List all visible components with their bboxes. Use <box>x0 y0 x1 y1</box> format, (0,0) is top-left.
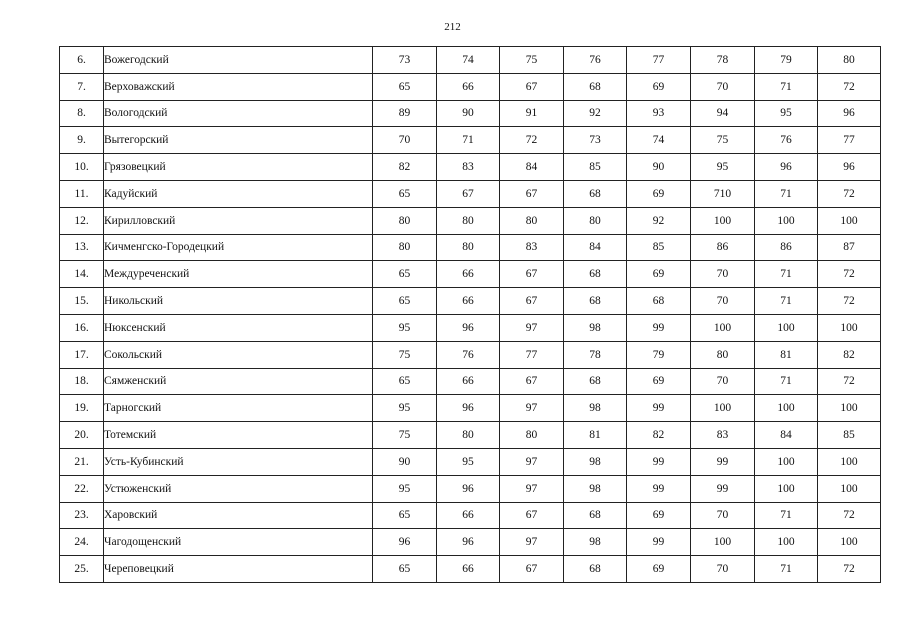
value-cell: 70 <box>691 502 755 529</box>
value-cell: 74 <box>627 127 691 154</box>
value-cell: 91 <box>500 100 564 127</box>
value-cell: 84 <box>755 422 818 449</box>
value-cell: 95 <box>437 448 500 475</box>
value-cell: 72 <box>818 180 881 207</box>
district-name-cell: Чагодощенский <box>104 529 373 556</box>
value-cell: 77 <box>627 47 691 74</box>
value-cell: 75 <box>373 341 437 368</box>
table-row <box>60 368 881 395</box>
table-row <box>60 556 881 583</box>
value-cell: 85 <box>818 422 881 449</box>
district-name-cell: Сямженский <box>104 368 373 395</box>
value-cell: 66 <box>437 368 500 395</box>
value-cell: 96 <box>437 395 500 422</box>
row-number-cell: 14. <box>60 261 104 288</box>
value-cell: 68 <box>564 180 627 207</box>
value-cell: 72 <box>500 127 564 154</box>
district-name-cell: Кичменгско-Городецкий <box>104 234 373 261</box>
value-cell: 90 <box>437 100 500 127</box>
value-cell: 85 <box>564 154 627 181</box>
row-number-cell: 22. <box>60 475 104 502</box>
value-cell: 71 <box>437 127 500 154</box>
value-cell: 93 <box>627 100 691 127</box>
value-cell: 100 <box>691 207 755 234</box>
value-cell: 71 <box>755 73 818 100</box>
value-cell: 80 <box>500 207 564 234</box>
value-cell: 84 <box>500 154 564 181</box>
value-cell: 67 <box>500 368 564 395</box>
district-name-cell: Кирилловский <box>104 207 373 234</box>
district-name-cell: Междуреченский <box>104 261 373 288</box>
value-cell: 78 <box>691 47 755 74</box>
value-cell: 95 <box>691 154 755 181</box>
table-row <box>60 127 881 154</box>
value-cell: 97 <box>500 448 564 475</box>
value-cell: 86 <box>691 234 755 261</box>
value-cell: 65 <box>373 261 437 288</box>
value-cell: 80 <box>437 207 500 234</box>
value-cell: 67 <box>500 261 564 288</box>
value-cell: 68 <box>564 368 627 395</box>
value-cell: 100 <box>818 448 881 475</box>
value-cell: 82 <box>627 422 691 449</box>
value-cell: 76 <box>755 127 818 154</box>
value-cell: 66 <box>437 502 500 529</box>
value-cell: 100 <box>755 475 818 502</box>
value-cell: 77 <box>500 341 564 368</box>
value-cell: 84 <box>564 234 627 261</box>
value-cell: 70 <box>691 368 755 395</box>
table-row <box>60 180 881 207</box>
table-row <box>60 234 881 261</box>
value-cell: 86 <box>755 234 818 261</box>
value-cell: 95 <box>373 475 437 502</box>
value-cell: 96 <box>437 314 500 341</box>
value-cell: 100 <box>691 529 755 556</box>
value-cell: 80 <box>373 207 437 234</box>
value-cell: 65 <box>373 368 437 395</box>
value-cell: 75 <box>691 127 755 154</box>
value-cell: 65 <box>373 502 437 529</box>
value-cell: 89 <box>373 100 437 127</box>
value-cell: 65 <box>373 288 437 315</box>
row-number-cell: 16. <box>60 314 104 341</box>
value-cell: 98 <box>564 314 627 341</box>
value-cell: 71 <box>755 502 818 529</box>
district-name-cell: Устюженский <box>104 475 373 502</box>
row-number-cell: 7. <box>60 73 104 100</box>
value-cell: 100 <box>755 395 818 422</box>
value-cell: 67 <box>500 288 564 315</box>
value-cell: 98 <box>564 529 627 556</box>
value-cell: 98 <box>564 475 627 502</box>
district-name-cell: Вологодский <box>104 100 373 127</box>
row-number-cell: 11. <box>60 180 104 207</box>
value-cell: 72 <box>818 368 881 395</box>
row-number-cell: 6. <box>60 47 104 74</box>
value-cell: 80 <box>818 47 881 74</box>
value-cell: 80 <box>564 207 627 234</box>
row-number-cell: 17. <box>60 341 104 368</box>
row-number-cell: 18. <box>60 368 104 395</box>
value-cell: 95 <box>755 100 818 127</box>
value-cell: 65 <box>373 556 437 583</box>
value-cell: 83 <box>437 154 500 181</box>
value-cell: 97 <box>500 314 564 341</box>
value-cell: 90 <box>627 154 691 181</box>
value-cell: 71 <box>755 180 818 207</box>
value-cell: 72 <box>818 261 881 288</box>
value-cell: 98 <box>564 448 627 475</box>
value-cell: 100 <box>691 395 755 422</box>
value-cell: 100 <box>818 314 881 341</box>
district-name-cell: Кадуйский <box>104 180 373 207</box>
value-cell: 100 <box>818 395 881 422</box>
row-number-cell: 9. <box>60 127 104 154</box>
value-cell: 97 <box>500 395 564 422</box>
value-cell: 74 <box>437 47 500 74</box>
value-cell: 99 <box>627 529 691 556</box>
table-row <box>60 422 881 449</box>
district-name-cell: Харовский <box>104 502 373 529</box>
value-cell: 99 <box>627 475 691 502</box>
value-cell: 69 <box>627 180 691 207</box>
district-values-table <box>59 46 881 583</box>
value-cell: 94 <box>691 100 755 127</box>
value-cell: 99 <box>627 395 691 422</box>
value-cell: 80 <box>437 234 500 261</box>
value-cell: 97 <box>500 529 564 556</box>
value-cell: 68 <box>564 502 627 529</box>
row-number-cell: 20. <box>60 422 104 449</box>
value-cell: 67 <box>500 73 564 100</box>
row-number-cell: 24. <box>60 529 104 556</box>
value-cell: 710 <box>691 180 755 207</box>
table-row <box>60 288 881 315</box>
value-cell: 81 <box>755 341 818 368</box>
value-cell: 72 <box>818 288 881 315</box>
table-row <box>60 73 881 100</box>
value-cell: 69 <box>627 502 691 529</box>
district-name-cell: Нюксенский <box>104 314 373 341</box>
district-name-cell: Тарногский <box>104 395 373 422</box>
page-number: 212 <box>444 21 461 33</box>
value-cell: 96 <box>437 475 500 502</box>
table-row <box>60 314 881 341</box>
value-cell: 73 <box>373 47 437 74</box>
value-cell: 77 <box>818 127 881 154</box>
row-number-cell: 19. <box>60 395 104 422</box>
value-cell: 83 <box>691 422 755 449</box>
value-cell: 79 <box>755 47 818 74</box>
value-cell: 76 <box>564 47 627 74</box>
district-name-cell: Вытегорский <box>104 127 373 154</box>
value-cell: 68 <box>564 261 627 288</box>
value-cell: 96 <box>818 154 881 181</box>
value-cell: 90 <box>373 448 437 475</box>
value-cell: 75 <box>373 422 437 449</box>
value-cell: 100 <box>755 448 818 475</box>
table-row <box>60 47 881 74</box>
value-cell: 96 <box>373 529 437 556</box>
value-cell: 96 <box>755 154 818 181</box>
value-cell: 72 <box>818 502 881 529</box>
value-cell: 71 <box>755 288 818 315</box>
value-cell: 76 <box>437 341 500 368</box>
district-name-cell: Сокольский <box>104 341 373 368</box>
district-name-cell: Никольский <box>104 288 373 315</box>
table-row <box>60 475 881 502</box>
value-cell: 100 <box>818 475 881 502</box>
value-cell: 100 <box>755 314 818 341</box>
value-cell: 83 <box>500 234 564 261</box>
district-name-cell: Усть-Кубинский <box>104 448 373 475</box>
value-cell: 66 <box>437 261 500 288</box>
value-cell: 100 <box>818 529 881 556</box>
value-cell: 98 <box>564 395 627 422</box>
value-cell: 66 <box>437 288 500 315</box>
value-cell: 99 <box>691 475 755 502</box>
value-cell: 78 <box>564 341 627 368</box>
value-cell: 68 <box>564 288 627 315</box>
table-row <box>60 529 881 556</box>
table-row <box>60 207 881 234</box>
value-cell: 65 <box>373 180 437 207</box>
table-row <box>60 395 881 422</box>
table-row <box>60 448 881 475</box>
value-cell: 70 <box>373 127 437 154</box>
value-cell: 100 <box>691 314 755 341</box>
row-number-cell: 25. <box>60 556 104 583</box>
table-body <box>60 47 881 583</box>
value-cell: 69 <box>627 368 691 395</box>
value-cell: 71 <box>755 368 818 395</box>
value-cell: 95 <box>373 314 437 341</box>
district-name-cell: Грязовецкий <box>104 154 373 181</box>
value-cell: 80 <box>373 234 437 261</box>
value-cell: 73 <box>564 127 627 154</box>
table-row <box>60 341 881 368</box>
district-name-cell: Верховажский <box>104 73 373 100</box>
value-cell: 96 <box>437 529 500 556</box>
row-number-cell: 23. <box>60 502 104 529</box>
value-cell: 92 <box>627 207 691 234</box>
value-cell: 85 <box>627 234 691 261</box>
value-cell: 82 <box>818 341 881 368</box>
value-cell: 66 <box>437 556 500 583</box>
value-cell: 97 <box>500 475 564 502</box>
value-cell: 95 <box>373 395 437 422</box>
value-cell: 99 <box>627 314 691 341</box>
row-number-cell: 21. <box>60 448 104 475</box>
value-cell: 81 <box>564 422 627 449</box>
district-name-cell: Тотемский <box>104 422 373 449</box>
value-cell: 79 <box>627 341 691 368</box>
row-number-cell: 8. <box>60 100 104 127</box>
district-name-cell: Вожегодский <box>104 47 373 74</box>
value-cell: 70 <box>691 556 755 583</box>
value-cell: 80 <box>437 422 500 449</box>
value-cell: 68 <box>564 556 627 583</box>
value-cell: 72 <box>818 556 881 583</box>
value-cell: 75 <box>500 47 564 74</box>
value-cell: 99 <box>691 448 755 475</box>
value-cell: 68 <box>564 73 627 100</box>
value-cell: 87 <box>818 234 881 261</box>
table-row <box>60 502 881 529</box>
value-cell: 80 <box>500 422 564 449</box>
value-cell: 72 <box>818 73 881 100</box>
value-cell: 100 <box>755 207 818 234</box>
value-cell: 92 <box>564 100 627 127</box>
row-number-cell: 10. <box>60 154 104 181</box>
value-cell: 68 <box>627 288 691 315</box>
row-number-cell: 15. <box>60 288 104 315</box>
value-cell: 70 <box>691 261 755 288</box>
value-cell: 71 <box>755 261 818 288</box>
district-name-cell: Череповецкий <box>104 556 373 583</box>
value-cell: 70 <box>691 73 755 100</box>
value-cell: 67 <box>437 180 500 207</box>
value-cell: 66 <box>437 73 500 100</box>
table-row <box>60 154 881 181</box>
value-cell: 82 <box>373 154 437 181</box>
table-row <box>60 261 881 288</box>
value-cell: 69 <box>627 73 691 100</box>
value-cell: 67 <box>500 556 564 583</box>
value-cell: 99 <box>627 448 691 475</box>
value-cell: 65 <box>373 73 437 100</box>
value-cell: 96 <box>818 100 881 127</box>
value-cell: 80 <box>691 341 755 368</box>
value-cell: 70 <box>691 288 755 315</box>
value-cell: 69 <box>627 261 691 288</box>
value-cell: 67 <box>500 180 564 207</box>
table-row <box>60 100 881 127</box>
row-number-cell: 12. <box>60 207 104 234</box>
value-cell: 69 <box>627 556 691 583</box>
row-number-cell: 13. <box>60 234 104 261</box>
value-cell: 100 <box>755 529 818 556</box>
value-cell: 100 <box>818 207 881 234</box>
value-cell: 67 <box>500 502 564 529</box>
value-cell: 71 <box>755 556 818 583</box>
